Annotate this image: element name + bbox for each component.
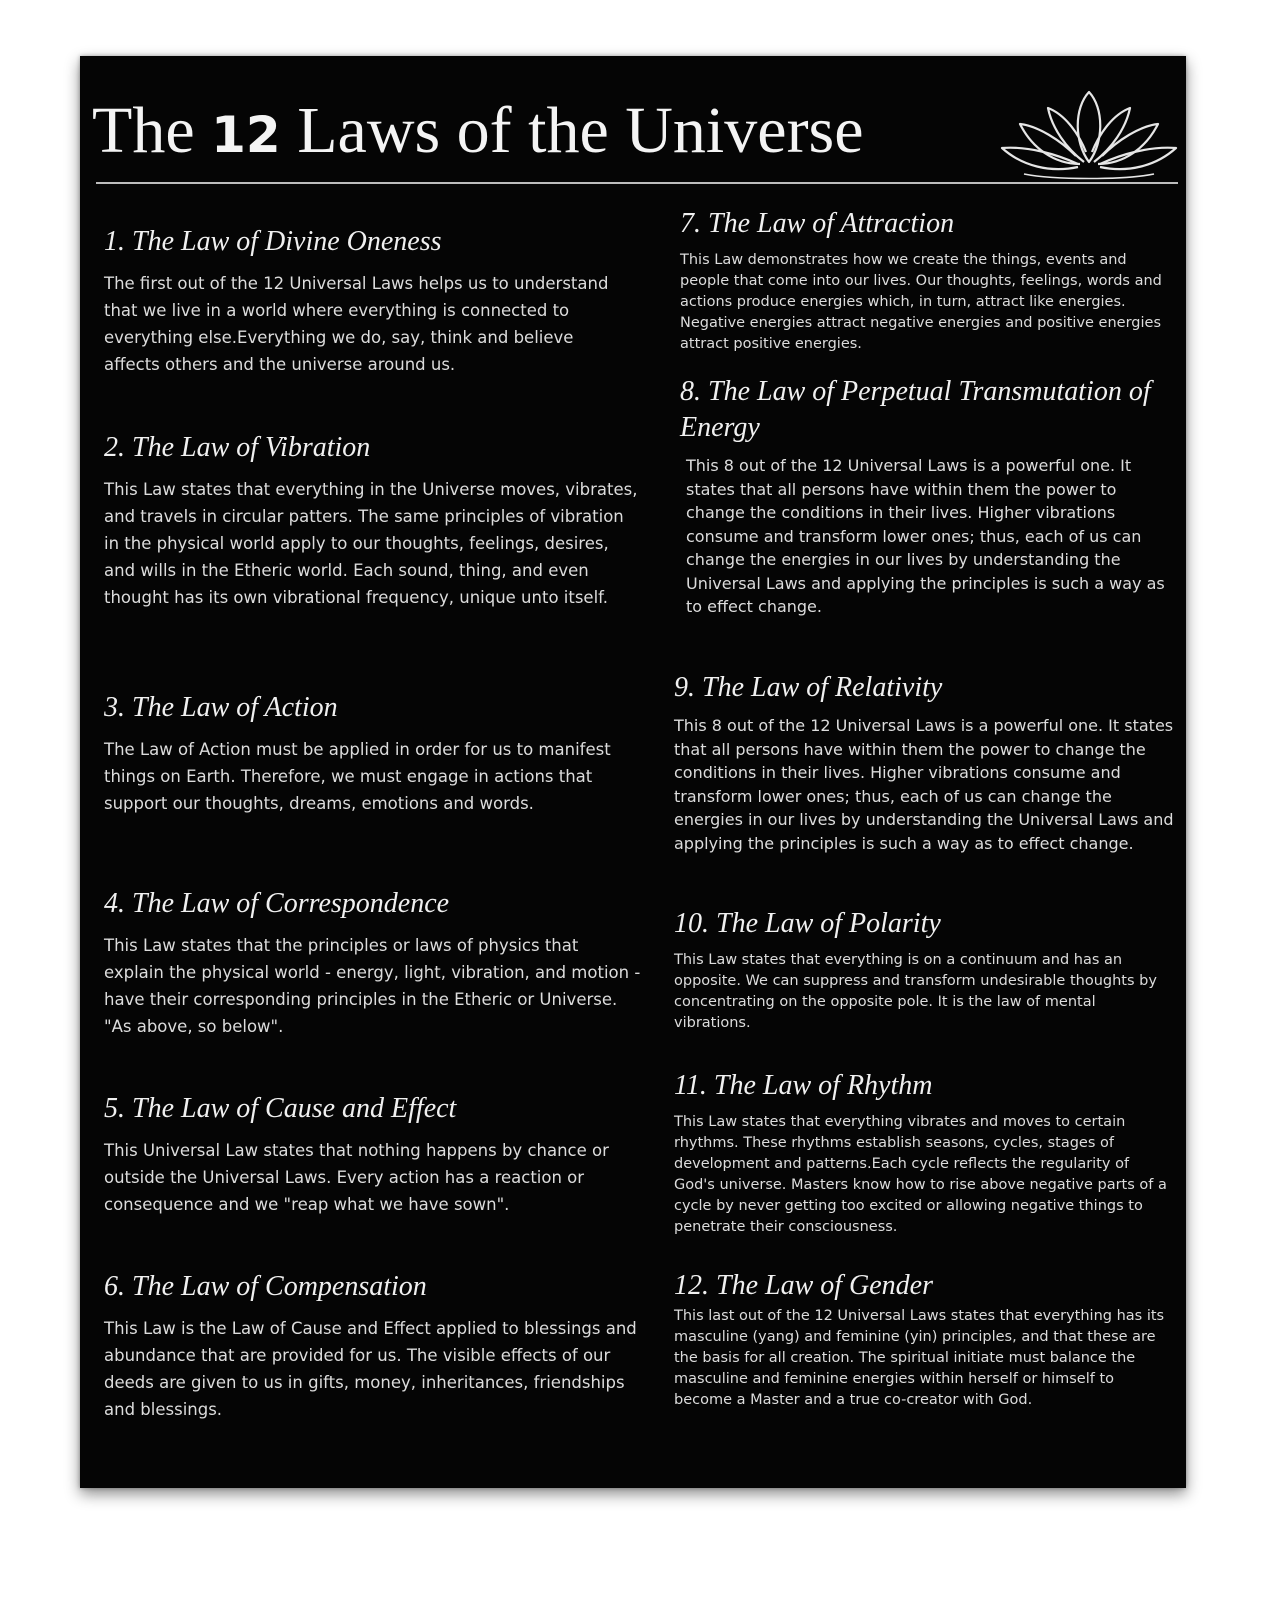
- law-text: The Law of Action must be applied in order for us to manifest things on Earth. Therefore, we must engage in actions that support our thoughts, dreams, emotions and words.: [104, 740, 611, 813]
- law-heading: 6. The Law of Compensation: [104, 1271, 427, 1302]
- law-6: [104, 1269, 642, 1423]
- law-heading: 3. The Law of Action: [104, 692, 338, 723]
- law-text: This Law states that the principles or laws of physics that explain the physical world - energy, light, vibration, and motion - have their corresponding principles in the Etheric or Universe. "As above, so below".: [104, 936, 641, 1036]
- law-heading: 4. The Law of Correspondence: [104, 888, 450, 919]
- law-heading: 7. The Law of Attraction: [680, 208, 955, 239]
- law-heading: 12. The Law of Gender: [674, 1270, 933, 1301]
- law-heading: 8. The Law of Perpetual Transmutation of Energy: [680, 376, 1151, 443]
- law-10: [674, 906, 1174, 1034]
- title-suffix: Laws of the Universe: [280, 94, 864, 167]
- law-text: This Law states that everything is on a continuum and has an opposite. We can suppress and transform undesirable thoughts by concentrating on the opposite pole. It is the law of mental vibrations.: [674, 952, 1157, 1031]
- law-11: [674, 1068, 1174, 1238]
- lotus-icon: [998, 78, 1180, 182]
- title-number: 12: [211, 106, 281, 164]
- law-text: This Law demonstrates how we create the things, events and people that come into our lives. Our thoughts, feelings, words and actions produce energies which, in turn, attract like energies. Negative energies attract negative energies and positive energies attract positive energies.: [680, 252, 1162, 352]
- title-prefix: The: [92, 94, 212, 167]
- law-heading: 11. The Law of Rhythm: [674, 1070, 933, 1101]
- law-text: This Law is the Law of Cause and Effect applied to blessings and abundance that are provided for us. The visible effects of our deeds are given to us in gifts, money, inheritances, friendships and blessings.: [104, 1319, 637, 1419]
- law-heading: 10. The Law of Polarity: [674, 908, 941, 939]
- law-text: This Law states that everything vibrates and moves to certain rhythms. These rhythms establish seasons, cycles, stages of development and patterns.Each cycle reflects the regularity of God's universe. Masters know how to rise above negative parts of a cycle by never getting too excited or allowing negative things to penetrate their consciousness.: [674, 1114, 1167, 1235]
- law-2: [104, 430, 642, 611]
- law-text: This last out of the 12 Universal Laws states that everything has its masculine (yang) and feminine (yin) principles, and that these are the basis for all creation. The spiritual initiate must balance the masculine and feminine energies within herself or himself to become a Master and a true co-creator with God.: [674, 1308, 1165, 1408]
- law-text: The first out of the 12 Universal Laws helps us to understand that we live in a world where everything is connected to everything else.Everything we do, say, think and believe affects others and the universe around us.: [104, 274, 609, 374]
- poster: [80, 56, 1186, 1488]
- law-1: [104, 224, 624, 378]
- law-text: This 8 out of the 12 Universal Laws is a powerful one. It states that all persons have within them the power to change the conditions in their lives. Higher vibrations consume and transform lower ones; thus, each of us can change the energies in our lives by understanding the Universal Laws and applying the principles is such a way as to effect change.: [686, 456, 1165, 616]
- law-text: This Law states that everything in the Universe moves, vibrates, and travels in circular patters. The same principles of vibration in the physical world apply to our thoughts, feelings, desires, and wills in the Etheric world. Each sound, thing, and even thought has its own vibrational frequency, unique unto itself.: [104, 480, 638, 607]
- law-heading: 2. The Law of Vibration: [104, 432, 371, 463]
- law-5: [104, 1091, 652, 1218]
- law-7: [680, 206, 1174, 355]
- law-3: [104, 690, 624, 817]
- law-text: This Universal Law states that nothing happens by chance or outside the Universal Laws. Every action has a reaction or consequence and we "reap what we have sown".: [104, 1141, 609, 1214]
- law-4: [104, 886, 642, 1040]
- law-text: This 8 out of the 12 Universal Laws is a powerful one. It states that all persons have within them the power to change the conditions in their lives. Higher vibrations consume and transform lower ones; thus, each of us can change the energies in our lives by understanding the Universal Laws and applying the principles is such a way as to effect change.: [674, 716, 1174, 853]
- law-heading: 9. The Law of Relativity: [674, 672, 943, 703]
- title-divider: [96, 182, 1178, 184]
- law-12: [674, 1268, 1174, 1411]
- law-9: [674, 670, 1174, 855]
- law-heading: 5. The Law of Cause and Effect: [104, 1093, 457, 1124]
- law-heading: 1. The Law of Divine Oneness: [104, 226, 442, 257]
- law-8: [680, 374, 1178, 619]
- page-title: [92, 94, 864, 167]
